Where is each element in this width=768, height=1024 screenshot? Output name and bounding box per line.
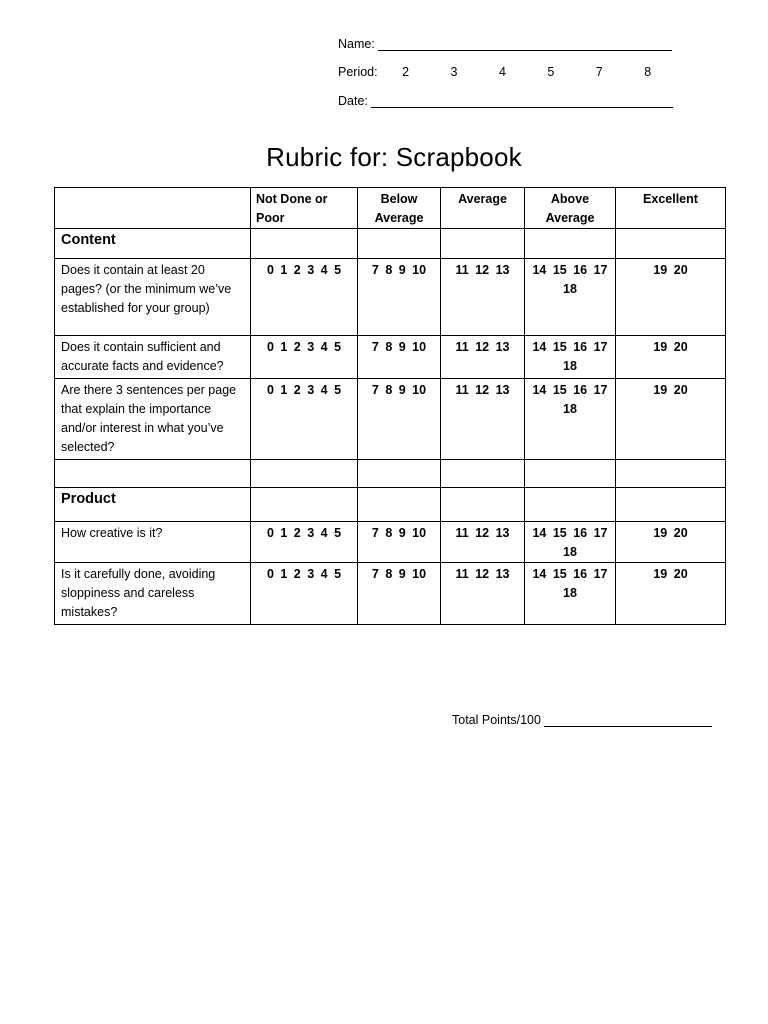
period-option[interactable]: 2 [402, 65, 410, 79]
score-options-excellent[interactable]: 19 20 [616, 522, 726, 563]
score-options-average[interactable]: 11 12 13 [441, 259, 525, 336]
table-row [55, 563, 726, 625]
page-title: Rubric for: Scrapbook [266, 142, 522, 172]
score-options-below-average[interactable]: 7 8 9 10 [358, 379, 441, 460]
score-options-above-average[interactable]: 14 15 16 17 18 [525, 379, 616, 460]
criterion-text: Are there 3 sentences per page that explain the importance and/or interest in what you’ve selected? [55, 379, 251, 460]
section-row-content [55, 229, 726, 259]
score-options-above-average[interactable]: 14 15 16 17 18 [525, 259, 616, 336]
criterion-text: Does it contain sufficient and accurate facts and evidence? [55, 336, 251, 379]
score-options-above-average[interactable]: 14 15 16 17 18 [525, 336, 616, 379]
period-option[interactable]: 5 [547, 65, 555, 79]
period-options [381, 65, 651, 79]
total-points-label: Total Points/100 [452, 713, 541, 727]
score-options-excellent[interactable]: 19 20 [616, 379, 726, 460]
column-header-below-average: Below Average [358, 188, 441, 229]
table-row [55, 379, 726, 460]
score-options-poor[interactable]: 0 1 2 3 4 5 [251, 259, 358, 336]
date-row [338, 94, 673, 108]
score-options-excellent[interactable]: 19 20 [616, 336, 726, 379]
score-options-average[interactable]: 11 12 13 [441, 379, 525, 460]
table-row [55, 336, 726, 379]
period-option[interactable]: 7 [595, 65, 603, 79]
period-option[interactable]: 4 [498, 65, 506, 79]
score-options-below-average[interactable]: 7 8 9 10 [358, 522, 441, 563]
criterion-text: Does it contain at least 20 pages? (or the minimum we’ve established for your group) [55, 259, 251, 336]
section-label: Product [55, 488, 251, 522]
score-options-poor[interactable]: 0 1 2 3 4 5 [251, 563, 358, 625]
period-option[interactable]: 8 [644, 65, 652, 79]
name-field-line[interactable] [378, 37, 672, 51]
criterion-text: Is it carefully done, avoiding sloppiness and careless mistakes? [55, 563, 251, 625]
score-options-below-average[interactable]: 7 8 9 10 [358, 259, 441, 336]
name-label: Name: [338, 37, 375, 51]
score-options-average[interactable]: 11 12 13 [441, 336, 525, 379]
date-field-line[interactable] [371, 94, 673, 108]
period-row [338, 65, 651, 79]
header-row [55, 188, 726, 229]
column-header-poor: Not Done or Poor [251, 188, 358, 229]
score-options-average[interactable]: 11 12 13 [441, 563, 525, 625]
column-header-criteria [55, 188, 251, 229]
score-options-average[interactable]: 11 12 13 [441, 522, 525, 563]
score-options-above-average[interactable]: 14 15 16 17 18 [525, 522, 616, 563]
column-header-average: Average [441, 188, 525, 229]
table-row [55, 522, 726, 563]
column-header-above-average: Above Average [525, 188, 616, 229]
section-row-product [55, 488, 726, 522]
period-option[interactable]: 3 [450, 65, 458, 79]
table-row [55, 259, 726, 336]
column-header-excellent: Excellent [616, 188, 726, 229]
score-options-above-average[interactable]: 14 15 16 17 18 [525, 563, 616, 625]
score-options-below-average[interactable]: 7 8 9 10 [358, 336, 441, 379]
score-options-poor[interactable]: 0 1 2 3 4 5 [251, 379, 358, 460]
rubric-table [54, 187, 726, 625]
total-points-row [452, 713, 712, 727]
date-label: Date: [338, 94, 368, 108]
score-options-excellent[interactable]: 19 20 [616, 563, 726, 625]
total-points-field-line[interactable] [544, 713, 712, 727]
score-options-below-average[interactable]: 7 8 9 10 [358, 563, 441, 625]
name-row [338, 37, 672, 51]
criterion-text: How creative is it? [55, 522, 251, 563]
score-options-poor[interactable]: 0 1 2 3 4 5 [251, 522, 358, 563]
score-options-poor[interactable]: 0 1 2 3 4 5 [251, 336, 358, 379]
section-label: Content [55, 229, 251, 259]
period-label: Period: [338, 65, 378, 79]
score-options-excellent[interactable]: 19 20 [616, 259, 726, 336]
empty-row [55, 460, 726, 488]
